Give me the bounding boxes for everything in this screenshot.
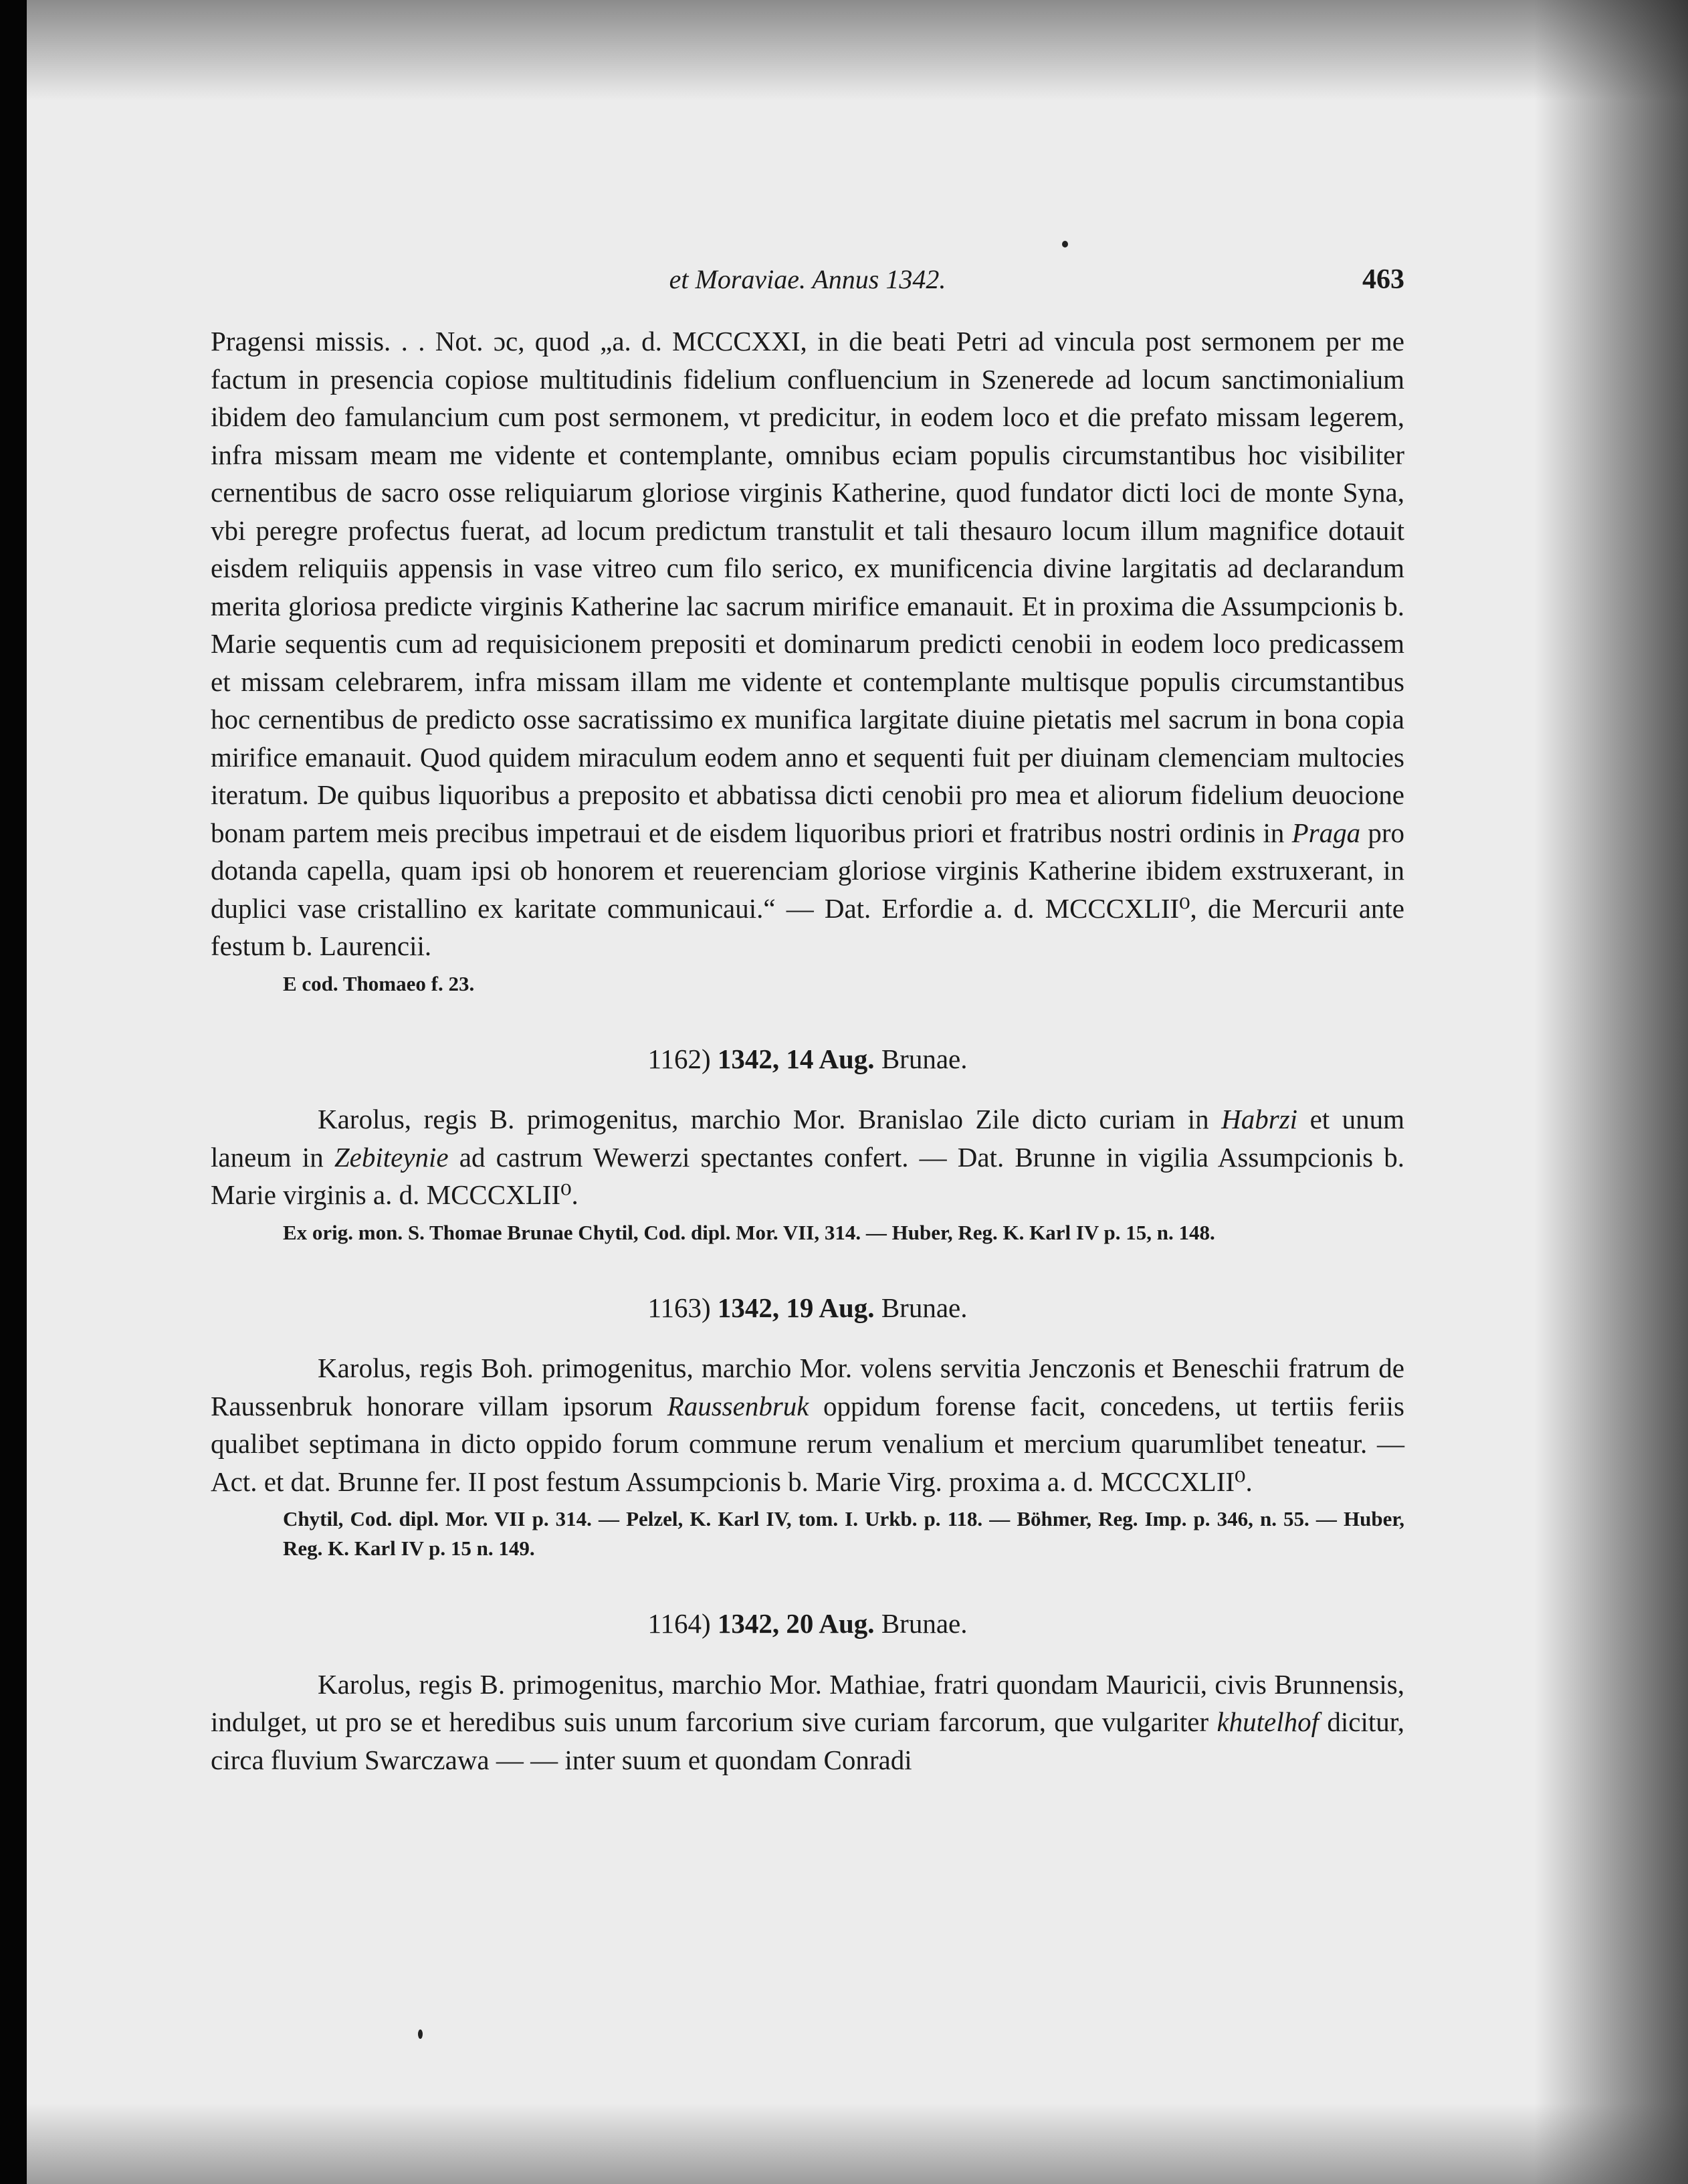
entry-text-1162: Karolus, regis B. primogenitus, marchio Mor. Branislao Zile dicto curiam in Habrzi et unum laneum in Zebiteynie ad castrum Wewerzi spectantes confert. — Dat. Brunne in vigilia Assumpcionis b. Marie virginis a. d. MCCCXLII⁰. bbox=[211, 1104, 1405, 1210]
entry-heading-1163: 1163) 1342, 19 Aug. Brunae. bbox=[647, 1292, 968, 1323]
entry-heading-1164: 1164) 1342, 20 Aug. Brunae. bbox=[647, 1608, 968, 1639]
entry-source-1162: Ex orig. mon. S. Thomae Brunae Chytil, Cod. dipl. Mor. VII, 314. — Huber, Reg. K. Karl IV p. 15, n. 148. bbox=[283, 1220, 1215, 1244]
continuation-source: E cod. Thomaeo f. 23. bbox=[283, 971, 475, 995]
ink-speck bbox=[418, 2029, 423, 2039]
running-head bbox=[211, 261, 1404, 308]
ink-speck bbox=[1062, 241, 1068, 247]
continuation-paragraph: Pragensi missis. . . Not. ɔc, quod „a. d. MCCCXXI, in die beati Petri ad vincula post sermonem per me factum in presencia copiose multitudinis fidelium confluencium in Szenerede ad locum sanctimonialium ibidem deo famulancium cum post sermonem, vt predicitur, in eodem loco et die prefato missam legerem, infra missam meam me vidente et contemplante, omnibus eciam populis circumstantibus hoc visibiliter cernentibus de sacro osse reliquiarum gloriose virginis Katherine, quod fundator dicti loci de monte Syna, vbi peregre profectus fuerat, ad locum predictum transtulit et tali thesauro locum illum magnifice dotauit eisdem reliquiis appensis in vase vitreo cum filo serico, ex munificencia divine largitatis ad declarandum merita gloriosa predicte virginis Katherine lac sacrum mirifice emanauit. Et in proxima die Assumpcionis b. Marie sequentis cum ad requisicionem prepositi et dominarum predicti cenobii in eodem loco predicassem et missam celebrarem, infra missam illam me vidente et contemplante multisque populis circumstantibus hoc cernentibus de predicto osse sacratissimo ex munifica largitate diuine pietatis mel sacrum in bona copia mirifice emanauit. Quod quidem miraculum eodem anno et sequenti fuit per diuinam clemenciam multocies iteratum. De quibus liquoribus a preposito et abbatissa dicti cenobii pro mea et aliorum fidelium deuocione bonam partem meis precibus impetraui et de eisdem liquoribus priori et fratribus nostri ordinis in Praga pro dotanda capella, quam ipsi ob honorem et reuerenciam gloriose virginis Katherine ibidem exstruxerant, in duplici vase cristallino ex karitate communicaui.“ — Dat. Erfordie a. d. MCCCXLII⁰, die Mercurii ante festum b. Laurencii. bbox=[211, 326, 1405, 961]
entry-text-1163: Karolus, regis Boh. primogenitus, marchio Mor. volens servitia Jenczonis et Beneschii fratrum de Raussenbruk honorare villam ipsorum Raussenbruk oppidum forense facit, concedens, ut tertiis feriis qualibet septimana in dicto oppido forum commune rerum venalium et mercium quarumlibet teneatur. — Act. et dat. Brunne fer. II post festum Assumpcionis b. Marie Virg. proxima a. d. MCCCXLII⁰. bbox=[211, 1353, 1404, 1497]
document-page bbox=[211, 261, 1404, 1779]
entry-heading-1162: 1162) 1342, 14 Aug. Brunae. bbox=[647, 1043, 968, 1074]
italic-place: Praga bbox=[1291, 817, 1361, 848]
scan-shadow-right bbox=[1534, 0, 1688, 2184]
running-title: et Moraviae. Annus 1342. bbox=[669, 264, 946, 294]
scan-border-left bbox=[0, 0, 27, 2184]
scan-shadow-top bbox=[0, 0, 1688, 100]
entry-text-1164: Karolus, regis B. primogenitus, marchio Mor. Mathiae, fratri quondam Mauricii, civis Brunnensis, indulget, ut pro se et heredibus suis unum farcorium sive curiam farcorum, que vulgariter khutelhof dicitur, circa fluvium Swarczawa — — inter suum et quondam Conradi bbox=[211, 1668, 1404, 1775]
page-number: 463 bbox=[1362, 264, 1404, 295]
entry-source-1163: Chytil, Cod. dipl. Mor. VII p. 314. — Pelzel, K. Karl IV, tom. I. Urkb. p. 118. — Böhmer, Reg. Imp. p. 346, n. 55. — Huber, Reg. K. Karl IV p. 15 n. 149. bbox=[283, 1507, 1404, 1560]
scan-shadow-bottom bbox=[0, 2104, 1688, 2184]
